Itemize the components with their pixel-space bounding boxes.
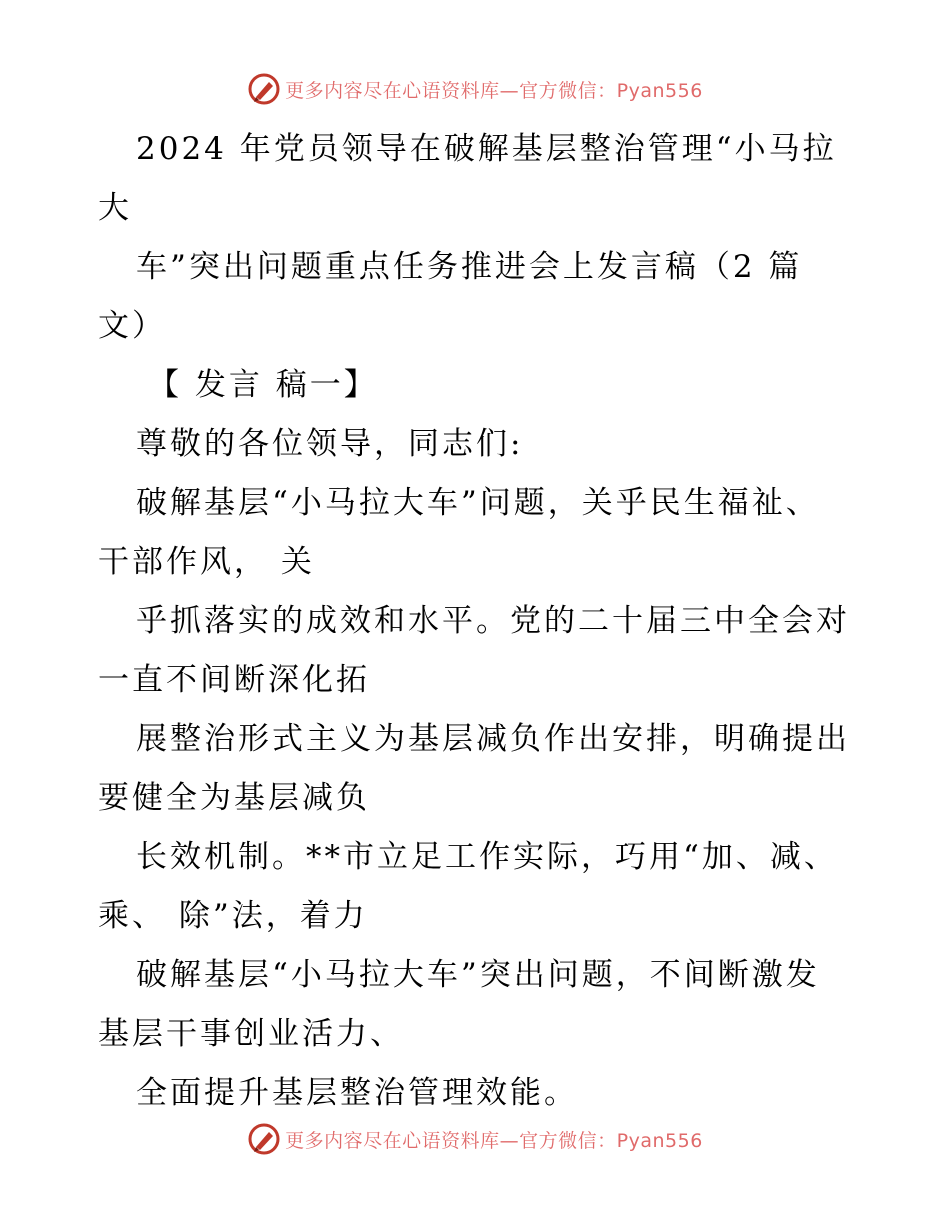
- title-line-3: 车”突出问题重点任务推进会上发言稿（2 篇: [136, 249, 803, 285]
- paragraph-line: 一直不间断深化拓: [98, 662, 370, 698]
- pen-logo-icon: [247, 72, 281, 106]
- title-line-4: 文）: [98, 308, 166, 344]
- title-line-2: 大: [98, 190, 132, 226]
- paragraph-line: 干部作风， 关: [98, 544, 315, 580]
- paragraph-line: 长效机制。**市立足工作实际，巧用“加、减、: [136, 839, 838, 875]
- paragraph-line: 要健全为基层减负: [98, 780, 370, 816]
- salutation: 尊敬的各位领导，同志们:: [136, 426, 524, 462]
- paragraph-line: 破解基层“小马拉大车”突出问题，不间断激发: [136, 957, 820, 993]
- document-body: [98, 120, 858, 1123]
- watermark-text: 更多内容尽在心语资料库—官方微信：Pyan556: [285, 1129, 703, 1152]
- header-watermark: [0, 72, 950, 106]
- paragraph-line: 展整治形式主义为基层减负作出安排，明确提出: [136, 721, 850, 757]
- watermark-text: 更多内容尽在心语资料库—官方微信：Pyan556: [285, 79, 703, 102]
- paragraph-line: 乘、 除”法，着力: [98, 898, 368, 934]
- pen-logo-icon: [247, 1122, 281, 1156]
- paragraph-line: 破解基层“小马拉大车”问题，关乎民生福祉、: [136, 485, 820, 521]
- section-heading: 【 发言 稿一】: [148, 367, 378, 403]
- title-line-1: 2024 年党员领导在破解基层整治管理“小马拉: [136, 131, 837, 167]
- paragraph-line: 全面提升基层整治管理效能。: [136, 1075, 578, 1111]
- paragraph-line: 基层干事创业活力、: [98, 1016, 404, 1052]
- footer-watermark: [0, 1122, 950, 1156]
- paragraph-line: 乎抓落实的成效和水平。党的二十届三中全会对: [136, 603, 850, 639]
